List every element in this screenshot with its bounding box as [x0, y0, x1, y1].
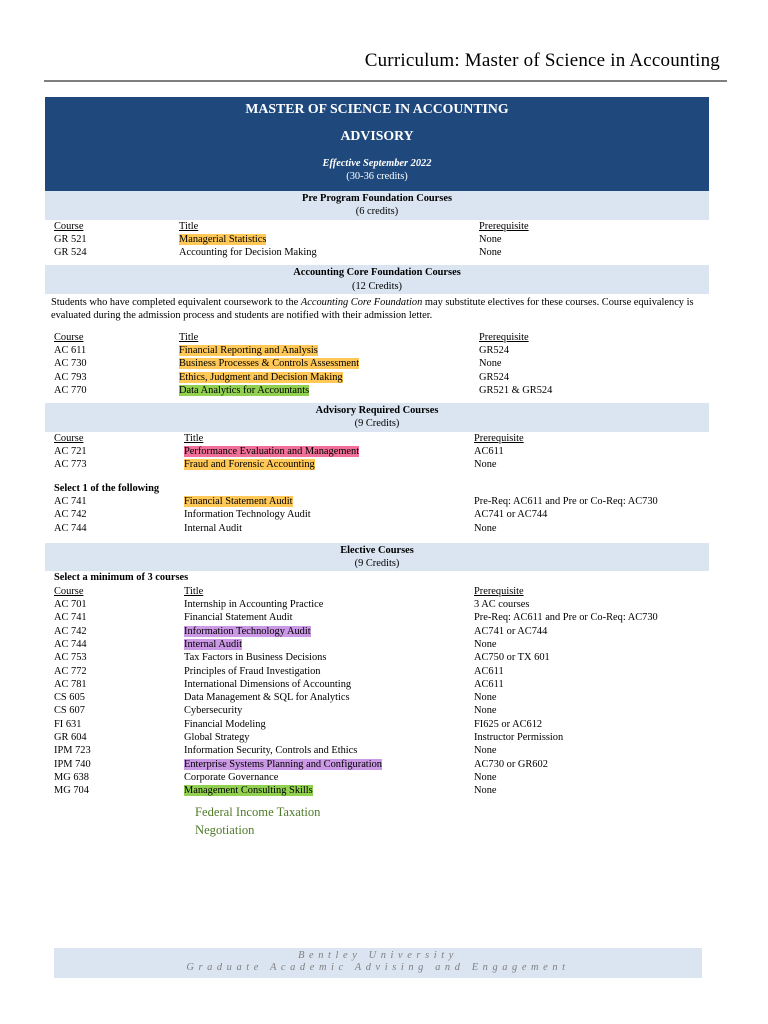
course-code: AC 793 [54, 371, 87, 383]
col-title: Title [184, 585, 204, 597]
course-title: Data Management & SQL for Analytics [184, 692, 350, 704]
course-row [45, 384, 709, 397]
course-row [45, 638, 709, 651]
course-code: AC 744 [54, 638, 87, 650]
course-prerequisite: GR524 [479, 344, 510, 356]
course-row [45, 771, 709, 784]
note-text: may substitute electives for these courses. Course equivalency is evaluated during the admission process and students are notified with their admission letter. [51, 297, 694, 322]
note-text: Students who have completed equivalent coursework to the [51, 297, 301, 309]
course-row [45, 357, 709, 370]
course-title: Corporate Governance [184, 771, 279, 783]
course-code: AC 753 [54, 652, 87, 664]
required-rows [45, 445, 709, 472]
col-title: Title [179, 220, 199, 232]
course-row [45, 678, 709, 691]
course-code: MG 638 [54, 771, 89, 783]
core-note [45, 294, 709, 323]
section-title: Elective Courses [340, 544, 414, 556]
program-track: ADVISORY [340, 128, 414, 143]
course-row [45, 458, 709, 471]
course-prerequisite: FI625 or AC612 [474, 718, 543, 730]
course-title: Financial Modeling [184, 718, 266, 730]
course-prerequisite: Pre-Req: AC611 and Pre or Co-Req: AC730 [474, 495, 658, 507]
course-prerequisite: GR521 & GR524 [479, 384, 553, 396]
course-code: AC 701 [54, 599, 87, 611]
course-prerequisite: None [474, 705, 497, 717]
course-title: Accounting for Decision Making [179, 247, 317, 259]
col-course: Course [54, 220, 84, 232]
course-prerequisite: None [479, 247, 502, 259]
select-minimum-label: Select a minimum of 3 courses [54, 572, 189, 584]
note-emphasis: Accounting Core Foundation [300, 297, 423, 309]
section-title: Advisory Required Courses [315, 405, 439, 417]
program-title: MASTER OF SCIENCE IN ACCOUNTING [245, 101, 509, 116]
course-code: AC 611 [54, 344, 87, 356]
program-banner [45, 97, 709, 191]
course-prerequisite: Instructor Permission [474, 731, 564, 743]
course-title: Tax Factors in Business Decisions [184, 652, 327, 664]
curriculum-document [45, 97, 709, 839]
course-row [45, 445, 709, 458]
course-code: GR 521 [54, 233, 87, 245]
section-header-electives [45, 543, 709, 572]
course-code: AC 721 [54, 446, 87, 458]
section-credits: (12 Credits) [352, 280, 402, 292]
section-credits: (9 Credits) [354, 418, 400, 430]
course-prerequisite: None [474, 785, 497, 797]
course-row [45, 718, 709, 731]
effective-date: Effective September 2022 [322, 158, 432, 169]
col-course: Course [54, 432, 84, 444]
program-credits: (30-36 credits) [346, 171, 408, 182]
course-title: Internal Audit [184, 522, 243, 534]
course-code: AC 781 [54, 678, 87, 690]
course-prerequisite: AC730 or GR602 [474, 758, 548, 770]
course-prerequisite: AC741 or AC744 [474, 625, 548, 637]
course-title: Data Analytics for Accountants [179, 384, 310, 396]
course-row [45, 758, 709, 771]
course-code: AC 742 [54, 625, 87, 637]
course-prerequisite: None [474, 692, 497, 704]
course-row [45, 744, 709, 757]
course-row [45, 731, 709, 744]
course-code: CS 607 [54, 705, 85, 717]
course-prerequisite: None [474, 522, 497, 534]
course-title: International Dimensions of Accounting [184, 678, 352, 690]
course-row [45, 522, 709, 535]
course-prerequisite: AC750 or TX 601 [474, 652, 550, 664]
core-rows [45, 344, 709, 397]
course-row [45, 704, 709, 717]
course-title: Information Technology Audit [184, 625, 311, 637]
extra-elective: Federal Income Taxation [195, 805, 321, 820]
course-row [45, 784, 709, 797]
course-prerequisite: Pre-Req: AC611 and Pre or Co-Req: AC730 [474, 612, 658, 624]
section-title: Pre Program Foundation Courses [302, 193, 452, 204]
section-header-required [45, 403, 709, 432]
course-prerequisite: None [474, 745, 497, 757]
course-code: AC 742 [54, 509, 87, 521]
course-code: GR 604 [54, 731, 87, 743]
footer-department: Graduate Academic Advising and Engagement [186, 962, 570, 973]
course-code: AC 772 [54, 665, 87, 677]
header-divider [44, 80, 727, 82]
course-title: Performance Evaluation and Management [184, 446, 360, 458]
col-prereq: Prerequisite [474, 585, 524, 597]
column-headers [45, 432, 709, 445]
section-title: Accounting Core Foundation Courses [293, 267, 461, 279]
course-title: Information Technology Audit [184, 509, 311, 521]
course-title: Business Processes & Controls Assessment [179, 358, 360, 370]
course-prerequisite: AC611 [474, 678, 504, 690]
col-prereq: Prerequisite [474, 432, 524, 444]
course-title: Managerial Statistics [179, 233, 267, 245]
course-row [45, 344, 709, 357]
course-code: AC 741 [54, 612, 87, 624]
page-title: Curriculum: Master of Science in Accounting [364, 50, 720, 71]
course-row [45, 611, 709, 624]
course-code: IPM 740 [54, 758, 91, 770]
col-prereq: Prerequisite [479, 331, 529, 343]
course-code: AC 741 [54, 495, 87, 507]
required-select-rows [45, 495, 709, 535]
course-prerequisite: None [479, 233, 502, 245]
course-prerequisite: 3 AC courses [474, 599, 530, 611]
course-row [45, 508, 709, 521]
course-title: Cybersecurity [184, 705, 243, 717]
col-title: Title [184, 432, 204, 444]
course-row [45, 495, 709, 508]
page-footer [54, 948, 702, 978]
course-code: AC 744 [54, 522, 87, 534]
course-row [45, 598, 709, 611]
course-title: Internship in Accounting Practice [184, 599, 324, 611]
course-title: Global Strategy [184, 731, 250, 743]
course-title: Principles of Fraud Investigation [184, 665, 321, 677]
course-row [45, 665, 709, 678]
column-headers [45, 331, 709, 344]
column-headers [45, 585, 709, 598]
course-title: Ethics, Judgment and Decision Making [179, 371, 343, 383]
course-row [45, 246, 709, 259]
course-prerequisite: None [474, 771, 497, 783]
course-code: AC 773 [54, 459, 87, 471]
course-row [45, 625, 709, 638]
col-prereq: Prerequisite [479, 220, 529, 232]
col-course: Course [54, 331, 84, 343]
course-code: IPM 723 [54, 745, 91, 757]
course-title: Fraud and Forensic Accounting [184, 459, 315, 471]
course-title: Financial Statement Audit [184, 612, 293, 624]
column-headers [45, 220, 709, 233]
footer-university: Bentley University [298, 950, 458, 961]
course-code: GR 524 [54, 247, 87, 259]
course-code: MG 704 [54, 785, 89, 797]
section-credits: (9 Credits) [354, 558, 400, 570]
section-credits: (6 credits) [355, 206, 399, 218]
course-row [45, 691, 709, 704]
course-code: AC 730 [54, 358, 87, 370]
course-row [45, 371, 709, 384]
select-one-label: Select 1 of the following [54, 482, 160, 494]
course-prerequisite: None [479, 358, 502, 370]
pre-program-rows [45, 233, 709, 260]
course-title: Information Security, Controls and Ethics [184, 745, 358, 757]
course-row [45, 651, 709, 664]
course-title: Internal Audit [184, 638, 243, 650]
col-course: Course [54, 585, 84, 597]
section-header-pre-program [45, 191, 709, 220]
course-code: FI 631 [54, 718, 82, 730]
course-title: Financial Statement Audit [184, 495, 293, 507]
course-code: CS 605 [54, 692, 85, 704]
course-prerequisite: None [474, 638, 497, 650]
course-code: AC 770 [54, 384, 87, 396]
col-title: Title [179, 331, 199, 343]
elective-rows [45, 598, 709, 797]
course-prerequisite: None [474, 459, 497, 471]
course-title: Financial Reporting and Analysis [179, 344, 318, 356]
course-prerequisite: AC611 [474, 446, 504, 458]
course-prerequisite: AC741 or AC744 [474, 509, 548, 521]
course-title: Management Consulting Skills [184, 785, 313, 797]
course-prerequisite: GR524 [479, 371, 510, 383]
course-title: Enterprise Systems Planning and Configuration [184, 758, 382, 770]
course-row [45, 233, 709, 246]
section-header-core [45, 265, 709, 294]
extra-elective: Negotiation [195, 823, 255, 838]
course-prerequisite: AC611 [474, 665, 504, 677]
